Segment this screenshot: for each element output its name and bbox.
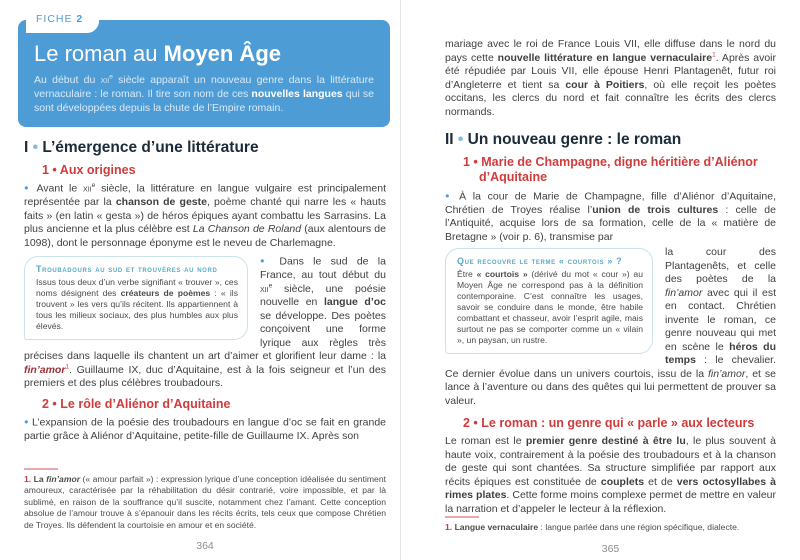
- footnote-rule: [445, 516, 479, 518]
- infobox-title: Troubadours au sud et trouvères au nord: [36, 264, 218, 274]
- paragraph-marie-champagne: ● À la cour de Marie de Champagne, fille d’Aliénor d’Aquitaine, Chrétien de Troyes réalise l’union de trois cultures : celle de l’Antiquité, acquise lors de sa formation, celle de la « matière de Bretagne » (voir p. 6), transmise par: [445, 190, 776, 243]
- page-right-footer: [445, 516, 776, 555]
- page-right: [400, 0, 800, 560]
- lesson-title: Le roman au Moyen Âge: [34, 41, 281, 66]
- footnote-finamor: 1. La fin’amor (« amour parfait ») : expression lyrique d’une conception idéalisée du sentiment amoureux, caractérisée par la réhabilitation du désir contrarié, voire impossible, et par là sublimé, en raison de la souffrance qu’il suscite, notamment chez l’amant. Cette conception absolue de l’amour trouve à s’épanouir dans les récits écrits, tels ceux que compose Chrétien de Troyes. Ils défendent la courtoisie en amour et en société.: [24, 473, 386, 530]
- subsection-1-1-heading: 1 • Aux origines: [42, 163, 136, 177]
- section-1-heading: I • L’émergence d’une littérature: [24, 139, 259, 157]
- fiche-tab: FICHE 2: [26, 10, 99, 33]
- page-left-footer: [24, 468, 386, 553]
- paragraph-origins: ● Avant le xii$^e$ siècle, la littérature en langue vulgaire est principalement représentée par la chanson de geste, poème chanté qui narre les « hauts faits » (en latin « gesta ») de héros épiques ayant combattu les Sarrasins. La plus ancienne et la plus célèbre est La Chanson de Roland (aux alentours de 1098), dont le personnage éponyme est le neveu de Charlemagne.: [24, 182, 387, 249]
- lesson-intro: Au début du xii$^e$ siècle apparaît un nouveau genre dans la littérature vernaculaire : le roman. Il tire son nom de ces nouvelles langues qui se sont développées depuis la chute de l’Empire romain.: [34, 73, 375, 115]
- infobox-courtois: [445, 248, 653, 354]
- paragraph-mariage: mariage avec le roi de France Louis VII, elle diffuse dans le nord du pays cette nouvelle littérature en langue vernaculaire$^1$. Après avoir été répudiée par Louis VII, elle épouse Henri Plantagenêt, futur roi d’Angleterre et tient sa cour à Poitiers, où elle reçoit les poètes occitans, les clercs du nord et fait connaître les écrits des clercs normands.: [445, 38, 776, 118]
- footnote-rule: [24, 468, 58, 470]
- paragraph-with-infobox: [24, 254, 386, 391]
- infobox-text: Être « courtois » (dérivé du mot « cour ») au Moyen Âge ne correspond pas à la définition contemporaine. C’est connaître les usages, savoir se conduire dans le monde, être habile combattant et chasseur, avoir l’esprit agile, mais surtout ne pas se comporter comme un « vilain », un paysan, un rustre.: [457, 269, 643, 346]
- page-number-left: 364: [196, 540, 214, 552]
- infobox-title: Que recouvre le terme « courtois » ?: [457, 256, 623, 267]
- infobox-text: Issus tous deux d’un verbe signifiant « trouver », ces noms désignent des créateurs de poèmes : « ils trouvent » les vers qu’ils récitent. Ils appartiennent à tous les milieux sociaux, des plus humbles aux plus élevés.: [36, 277, 238, 331]
- paragraph-chretien: la cour des Plantagenêts, et celle des poètes de la fin’amor avec qui il est en contact. Chrétien invente le roman, ce genre nouveau qui met en scène le héros du temps : le chevalier. Ce dernier évolue dans un univers courtois, issu de la fin’amor, et se lance à l’aventure ou dans des quêtes qui lui permettent de prouver sa valeur.: [445, 246, 777, 407]
- paragraph-alienor: ● L’expansion de la poésie des troubadours en langue d’oc se fait en grande partie grâce à Aliénor d’Aquitaine, petite-fille de Guillaume IX. Après son: [24, 416, 386, 442]
- lesson-header: [18, 13, 390, 127]
- section-2-heading: II • Un nouveau genre : le roman: [445, 131, 682, 148]
- paragraph-with-infobox: [445, 246, 776, 408]
- subsection-1-2-heading: 2 • Le rôle d’Aliénor d’Aquitaine: [42, 396, 231, 411]
- subsection-2-2-heading: 2 • Le roman : un genre qui « parle » aux lecteurs: [463, 416, 755, 431]
- infobox-troubadours: [24, 256, 248, 340]
- page-number-right: 365: [601, 542, 620, 555]
- paragraph-roman-lu: Le roman est le premier genre destiné à être lu, le plus souvent à haute voix, contrairement à la poésie des troubadours et à la chanson de geste qui sont chantées. Sa structure simplifiée par rapport aux récits épiques est constituée de couplets et de vers octosyllabes à rimes plates. Cette forme moins complexe permet de mettre en valeur la narration et d’appeler le lecteur à la réflexion.: [445, 435, 776, 515]
- footnote-vernaculaire: 1. Langue vernaculaire : langue parlée dans une région spécifique, dialecte.: [445, 522, 740, 533]
- paragraph-langue-oc: ● Dans le sud de la France, au tout début du xii$^e$ siècle, une poésie nouvelle en langue d’oc se développe. Des poètes conçoivent une forme lyrique aux règles très précises dans laquelle ils chantent un art d’aimer et glorifient leur dame : la fin’amor$^1$. Guillaume IX, duc d’Aquitaine, est à la fois seigneur et l’un des premiers et des plus célèbres troubadours.: [24, 255, 386, 389]
- subsection-2-1-heading: 1 • Marie de Champagne, digne héritière d’Aliénor d’Aquitaine: [463, 154, 758, 184]
